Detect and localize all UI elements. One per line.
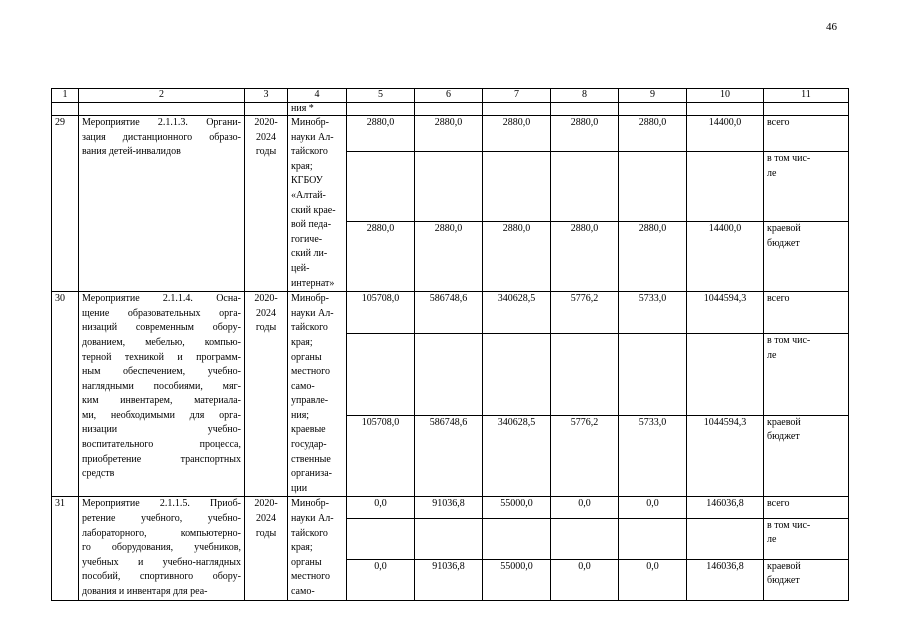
column-number-4: 4 <box>288 89 347 103</box>
text-line: средств <box>82 468 115 480</box>
funding-source-including <box>764 334 849 416</box>
text-line: Минобр- <box>291 117 330 128</box>
value-budget-10: 14400,0 <box>687 222 764 292</box>
text-line: учебных и учебно-наглядных <box>82 556 241 568</box>
funding-source-budget <box>764 415 849 497</box>
text-line: цей- <box>291 262 310 274</box>
text-line: низации учебно- <box>82 424 241 436</box>
period <box>245 292 288 497</box>
empty-cell <box>687 334 764 416</box>
text-line: Минобр- <box>291 498 330 510</box>
empty-cell <box>483 152 551 222</box>
value-total-9: 2880,0 <box>619 116 687 152</box>
value-budget-7: 2880,0 <box>483 222 551 292</box>
text-line: терной техникой и программ- <box>82 351 241 363</box>
empty-cell <box>483 334 551 416</box>
text-line: ский крае- <box>291 204 336 216</box>
value-total-7: 340628,5 <box>483 292 551 334</box>
text-line: Мероприятие 2.1.1.3. Органи- <box>82 117 241 128</box>
value-budget-6: 91036,8 <box>415 559 483 600</box>
funding-source-total: всего <box>764 292 849 334</box>
text-line: краевой <box>767 560 801 572</box>
column-number-9: 9 <box>619 89 687 103</box>
text-line: ле <box>767 167 777 179</box>
column-number-7: 7 <box>483 89 551 103</box>
funding-source-total: всего <box>764 497 849 518</box>
column-number-10: 10 <box>687 89 764 103</box>
page-number: 46 <box>826 21 837 33</box>
value-total-10: 146036,8 <box>687 497 764 518</box>
text-line: ственные <box>291 453 331 465</box>
value-total-8: 0,0 <box>551 497 619 518</box>
row-number: 31 <box>52 497 79 600</box>
continuation-cell: ния * <box>288 103 347 116</box>
text-line: науки Ал- <box>291 513 334 525</box>
text-line: краевой <box>767 223 801 235</box>
empty-cell <box>415 518 483 559</box>
funding-source-including <box>764 518 849 559</box>
column-number-1: 1 <box>52 89 79 103</box>
empty-cell <box>687 518 764 559</box>
text-line: низаций современным обору- <box>82 322 241 334</box>
value-budget-6: 586748,6 <box>415 415 483 497</box>
value-budget-7: 340628,5 <box>483 415 551 497</box>
column-number-3: 3 <box>245 89 288 103</box>
table-row <box>52 116 849 152</box>
text-line: органы <box>291 556 322 568</box>
table-row <box>52 497 849 518</box>
empty-cell <box>619 334 687 416</box>
row-number: 30 <box>52 292 79 497</box>
text-line: 2020- <box>254 117 278 128</box>
header-row <box>52 89 849 103</box>
value-total-6: 586748,6 <box>415 292 483 334</box>
text-line: краевые <box>291 424 326 436</box>
text-line: дованием, мебелью, компью- <box>82 336 241 348</box>
value-total-9: 5733,0 <box>619 292 687 334</box>
value-total-6: 91036,8 <box>415 497 483 518</box>
funding-source-budget <box>764 559 849 600</box>
continuation-cell <box>619 103 687 116</box>
measure-name <box>79 116 245 292</box>
text-line: гогиче- <box>291 233 323 245</box>
table-row <box>52 292 849 334</box>
text-line: в том чис- <box>767 153 811 165</box>
funding-source-including <box>764 152 849 222</box>
text-line: государ- <box>291 439 327 451</box>
text-line: го оборудования, учебников, <box>82 542 241 554</box>
value-total-5: 105708,0 <box>347 292 415 334</box>
text-line: местного <box>291 571 331 583</box>
text-line: Мероприятие 2.1.1.4. Осна- <box>82 293 241 305</box>
executor <box>288 116 347 292</box>
executor <box>288 497 347 600</box>
text-line: ким инвентарем, материала- <box>82 395 241 407</box>
value-budget-9: 2880,0 <box>619 222 687 292</box>
text-line: наглядными пособиями, мяг- <box>82 380 241 392</box>
text-line: 2024 <box>256 307 276 319</box>
continuation-row <box>52 103 849 116</box>
text-line: вой педа- <box>291 219 332 231</box>
text-line: тайского <box>291 322 328 334</box>
value-budget-8: 5776,2 <box>551 415 619 497</box>
text-line: дования и инвентаря для реа- <box>82 586 208 597</box>
executor <box>288 292 347 497</box>
text-line: ский ли- <box>291 248 328 260</box>
text-line: КГБОУ <box>291 175 323 187</box>
value-total-5: 2880,0 <box>347 116 415 152</box>
program-measures-table <box>51 88 849 601</box>
value-budget-10: 146036,8 <box>687 559 764 600</box>
empty-cell <box>687 152 764 222</box>
empty-cell <box>619 518 687 559</box>
text-line: зация дистанционного образо- <box>82 131 241 143</box>
text-line: в том чис- <box>767 519 811 531</box>
empty-cell <box>347 152 415 222</box>
column-number-5: 5 <box>347 89 415 103</box>
value-budget-10: 1044594,3 <box>687 415 764 497</box>
continuation-cell <box>347 103 415 116</box>
text-line: 2020- <box>254 498 278 510</box>
text-line: в том чис- <box>767 335 811 347</box>
text-line: краевой <box>767 416 801 428</box>
text-line: годы <box>255 527 277 539</box>
text-line: «Алтай- <box>291 189 326 201</box>
column-number-6: 6 <box>415 89 483 103</box>
value-budget-5: 105708,0 <box>347 415 415 497</box>
text-line: бюджет <box>767 431 800 443</box>
text-line: ле <box>767 349 777 361</box>
value-budget-9: 5733,0 <box>619 415 687 497</box>
text-line: само- <box>291 380 315 392</box>
text-line: годы <box>255 322 277 334</box>
continuation-cell <box>79 103 245 116</box>
text-line: органы <box>291 351 322 363</box>
funding-source-total: всего <box>764 116 849 152</box>
column-number-8: 8 <box>551 89 619 103</box>
text-line: ле <box>767 534 777 546</box>
value-budget-5: 0,0 <box>347 559 415 600</box>
funding-source-budget <box>764 222 849 292</box>
text-line: ния; <box>291 409 310 421</box>
text-line: края; <box>291 542 313 554</box>
text-line: вания детей-инвалидов <box>82 146 181 158</box>
text-line: ции <box>291 482 308 494</box>
continuation-cell <box>52 103 79 116</box>
period <box>245 497 288 600</box>
text-line: само- <box>291 586 315 597</box>
empty-cell <box>551 334 619 416</box>
text-line: годы <box>255 146 277 158</box>
measure-name <box>79 292 245 497</box>
continuation-cell <box>764 103 849 116</box>
empty-cell <box>551 518 619 559</box>
text-line: приобретение транспортных <box>82 453 241 465</box>
empty-cell <box>347 518 415 559</box>
text-line: науки Ал- <box>291 307 334 319</box>
value-budget-7: 55000,0 <box>483 559 551 600</box>
text-line: пособий, спортивного обору- <box>82 571 241 583</box>
period <box>245 116 288 292</box>
text-line: 2020- <box>254 293 278 305</box>
text-line: края; <box>291 160 313 172</box>
value-total-5: 0,0 <box>347 497 415 518</box>
value-budget-8: 0,0 <box>551 559 619 600</box>
text-line: Минобр- <box>291 293 330 305</box>
text-line: бюджет <box>767 575 800 587</box>
text-line: ретение учебного, учебно- <box>82 513 241 525</box>
continuation-cell <box>483 103 551 116</box>
text-line: щение образовательных орга- <box>82 307 241 319</box>
row-number: 29 <box>52 116 79 292</box>
value-total-10: 1044594,3 <box>687 292 764 334</box>
text-line: 2024 <box>256 131 276 143</box>
text-line: лабораторного, компьютерно- <box>82 527 241 539</box>
empty-cell <box>347 334 415 416</box>
empty-cell <box>551 152 619 222</box>
column-number-11: 11 <box>764 89 849 103</box>
continuation-cell <box>415 103 483 116</box>
text-line: управле- <box>291 395 329 407</box>
value-budget-8: 2880,0 <box>551 222 619 292</box>
continuation-cell <box>687 103 764 116</box>
empty-cell <box>415 152 483 222</box>
text-line: бюджет <box>767 237 800 249</box>
value-total-10: 14400,0 <box>687 116 764 152</box>
value-budget-5: 2880,0 <box>347 222 415 292</box>
text-line: науки Ал- <box>291 131 334 143</box>
text-line: ми, необходимыми для орга- <box>82 409 241 421</box>
value-total-8: 5776,2 <box>551 292 619 334</box>
text-line: тайского <box>291 527 328 539</box>
text-line: ным обеспечением, учебно- <box>82 366 241 378</box>
text-line: воспитательного процесса, <box>82 439 241 451</box>
value-total-7: 55000,0 <box>483 497 551 518</box>
measure-name <box>79 497 245 600</box>
value-budget-9: 0,0 <box>619 559 687 600</box>
text-line: Мероприятие 2.1.1.5. Приоб- <box>82 498 241 510</box>
value-total-6: 2880,0 <box>415 116 483 152</box>
column-number-2: 2 <box>79 89 245 103</box>
empty-cell <box>415 334 483 416</box>
text-line: 2024 <box>256 513 276 525</box>
continuation-cell <box>245 103 288 116</box>
text-line: организа- <box>291 468 332 480</box>
continuation-cell <box>551 103 619 116</box>
value-total-7: 2880,0 <box>483 116 551 152</box>
empty-cell <box>619 152 687 222</box>
value-budget-6: 2880,0 <box>415 222 483 292</box>
text-line: интернат» <box>291 277 335 289</box>
value-total-8: 2880,0 <box>551 116 619 152</box>
value-total-9: 0,0 <box>619 497 687 518</box>
text-line: местного <box>291 366 331 378</box>
empty-cell <box>483 518 551 559</box>
text-line: тайского <box>291 146 328 158</box>
text-line: края; <box>291 336 313 348</box>
